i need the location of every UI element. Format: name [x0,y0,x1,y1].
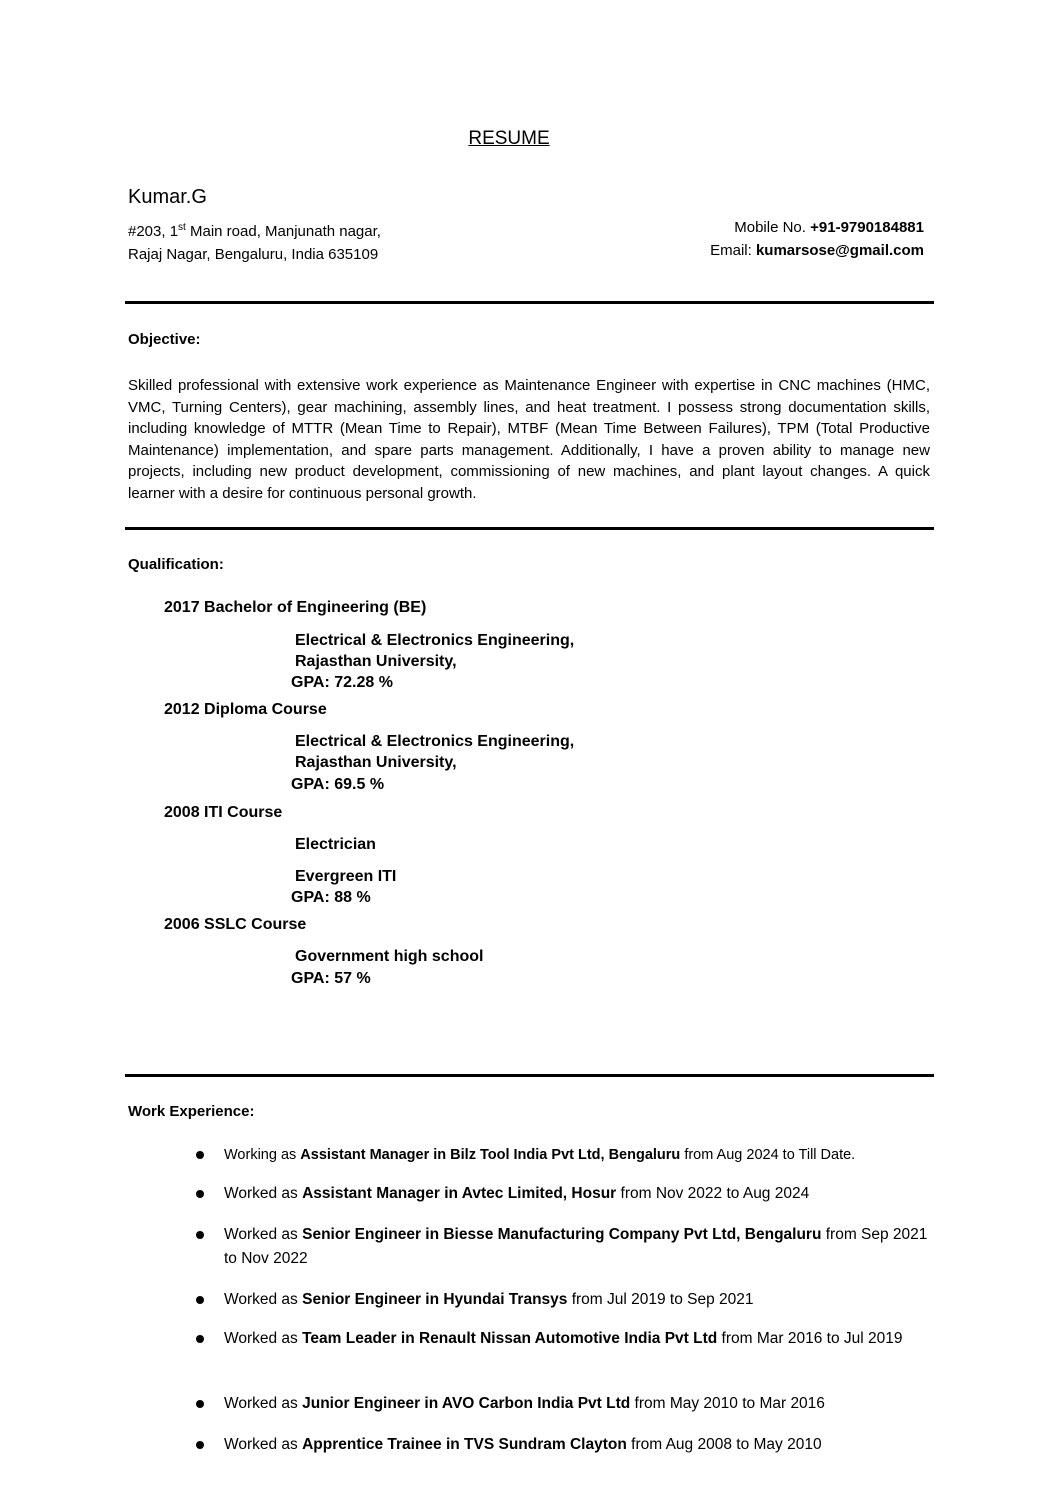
resume-title: RESUME [468,128,550,149]
address-line-1-start: #203, 1 [128,223,179,240]
work-item [224,1433,934,1457]
qualification-gpa: GPA: 88 % [291,889,371,906]
mobile-label: Mobile No. [734,219,811,236]
bullet-icon [196,1151,204,1159]
objective-text: Skilled professional with extensive work experience as Maintenance Engineer with expertise in CNC machines (HMC, VMC, Turning Centers), gear machining, assembly lines, and heat treatment. I possess strong documentation skills, including knowledge of MTTR (Mean Time to Repair), MTBF (Mean Time Between Failures), TPM (Total Productive Maintenance) implementation, and spare parts management. Additionally, I have a proven ability to manage new projects, including new product development, commissioning of new machines, and plant layout changes. A quick learner with a desire for continuous personal growth. [128,377,930,502]
work-item-period: from Mar 2016 to Jul 2019 [717,1330,903,1347]
work-item-period: from May 2010 to Mar 2016 [630,1395,825,1412]
candidate-name: Kumar.G [128,186,207,208]
bullet-icon [196,1231,204,1239]
section-divider [125,301,934,304]
work-item-lead: Worked as [224,1185,303,1202]
email-address[interactable]: kumarsose@gmail.com [755,242,924,259]
address-line-1 [128,216,381,243]
work-item [224,1327,934,1351]
qualification-detail: Rajasthan University, [295,754,457,771]
work-item-lead: Worked as [224,1330,303,1347]
bullet-icon [196,1296,204,1304]
work-item-period: from Aug 2008 to May 2010 [626,1436,822,1453]
qualification-title: 2017 Bachelor of Engineering (BE) [164,599,427,616]
section-divider [125,1074,934,1077]
work-item-period: from Jul 2019 to Sep 2021 [567,1291,754,1308]
work-item [224,1182,934,1206]
work-item [224,1223,934,1271]
work-item-role: Team Leader in Renault Nissan Automotive India Pvt Ltd [302,1330,718,1347]
contact-block [710,216,924,262]
work-item-period: from Nov 2022 to Aug 2024 [616,1185,810,1202]
bullet-icon [196,1441,204,1449]
objective-heading: Objective: [128,331,201,348]
mobile-line [710,216,924,239]
qualification-detail: Electrical & Electronics Engineering, [295,632,575,649]
work-item-lead: Working as [224,1147,301,1163]
qualification-detail: Government high school [295,948,484,965]
work-item-lead: Worked as [224,1436,303,1453]
work-item-role: Senior Engineer in Biesse Manufacturing Company Pvt Ltd, Bengaluru [302,1226,822,1243]
bullet-icon [196,1400,204,1408]
email-line [710,239,924,262]
section-divider [125,527,934,530]
qualification-detail: Electrical & Electronics Engineering, [295,733,575,750]
work-item-lead: Worked as [224,1291,303,1308]
address-line-1-end: Main road, Manjunath nagar, [185,223,381,240]
work-item [224,1288,934,1312]
qualification-gpa: GPA: 69.5 % [291,776,385,793]
bullet-icon [196,1335,204,1343]
work-heading: Work Experience: [128,1103,255,1120]
work-item-period: from Aug 2024 to Till Date. [680,1147,856,1163]
work-item-role: Junior Engineer in AVO Carbon India Pvt Ltd [302,1395,631,1412]
work-item [224,1143,934,1167]
qualification-detail: Electrician [295,836,376,853]
qualification-gpa: GPA: 72.28 % [291,674,393,691]
address-line-2: Rajaj Nagar, Bengaluru, India 635109 [128,246,379,263]
address-ordinal-suffix: st [178,222,186,233]
work-item-role: Assistant Manager in Avtec Limited, Hosur [302,1185,617,1202]
mobile-number: +91-9790184881 [810,219,924,236]
bullet-icon [196,1190,204,1198]
email-label: Email: [710,242,756,259]
work-item-role: Apprentice Trainee in TVS Sundram Clayton [302,1436,627,1453]
qualification-detail: Evergreen ITI [295,868,397,885]
qualification-title: 2006 SSLC Course [164,916,307,933]
work-item-period: from Sep 2021 to Nov 2022 [224,1226,928,1267]
work-item [224,1392,934,1416]
qualification-detail: Rajasthan University, [295,653,457,670]
work-item-role: Assistant Manager in Bilz Tool India Pvt Ltd, Bengaluru [300,1147,681,1163]
qualification-title: 2008 ITI Course [164,804,283,821]
qualification-heading: Qualification: [128,556,224,573]
work-item-role: Senior Engineer in Hyundai Transys [302,1291,568,1308]
qualification-gpa: GPA: 57 % [291,970,371,987]
work-item-lead: Worked as [224,1395,303,1412]
qualification-title: 2012 Diploma Course [164,701,327,718]
address-block [128,216,381,266]
work-item-lead: Worked as [224,1226,303,1243]
